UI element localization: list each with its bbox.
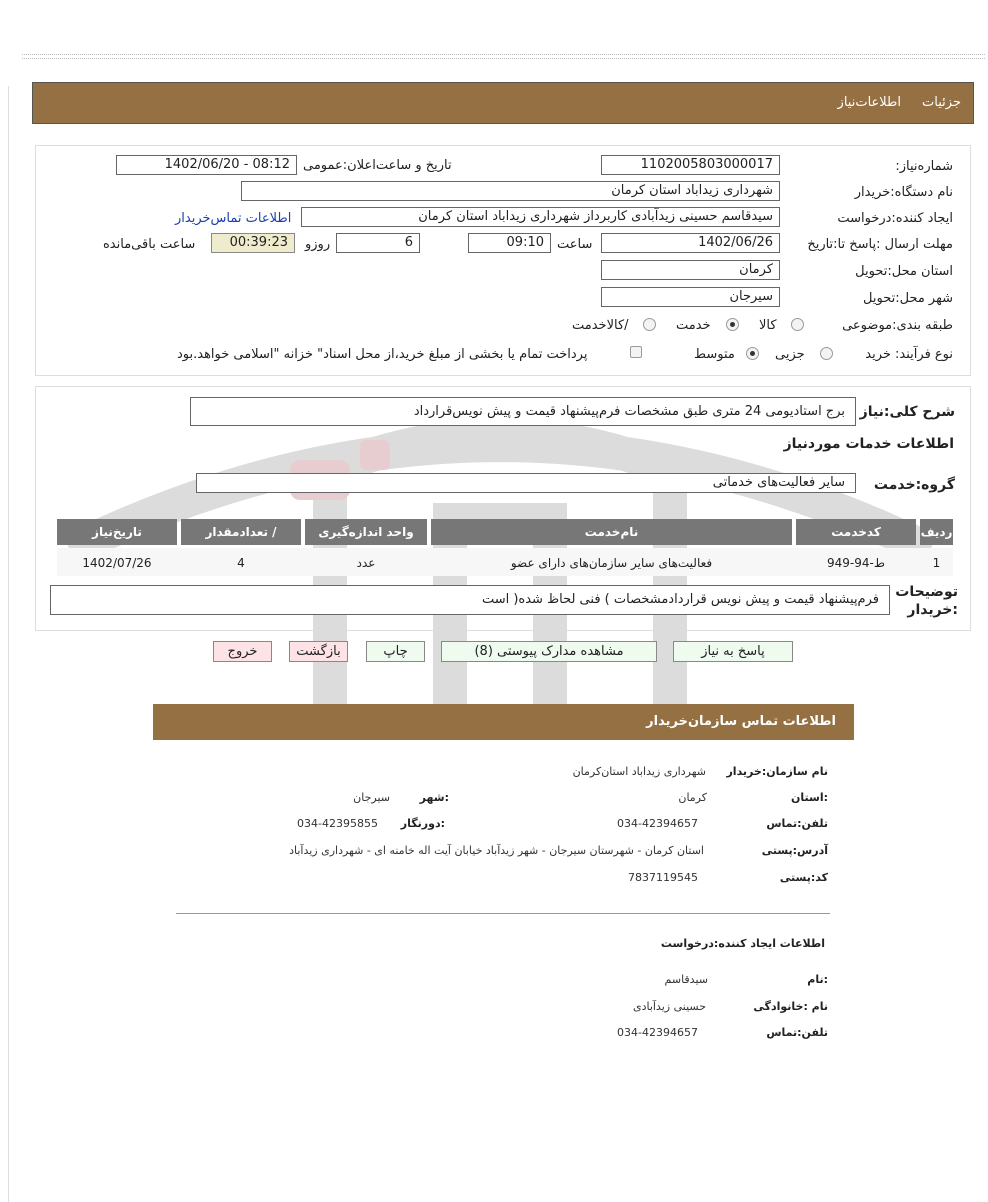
print-button[interactable]: چاپ bbox=[366, 641, 425, 662]
radio-goods-label: کالا bbox=[759, 318, 777, 333]
cell-qty: 4 bbox=[237, 556, 245, 570]
requester-title: اطلاعات ایجاد کننده:درخواست bbox=[660, 937, 825, 950]
col-name: نام‌خدمت bbox=[431, 519, 792, 545]
contact-section-title: اطلاعات تماس سازمان‌خریدار bbox=[646, 714, 836, 729]
cell-date: 1402/07/26 bbox=[82, 556, 152, 570]
creator-field: سیدقاسم حسینی زیدآبادی کاربرداز شهرداری زیداباد استان کرمان bbox=[301, 207, 780, 227]
org-label: نام سازمان:خریدار bbox=[726, 765, 828, 778]
days-label: روزو bbox=[305, 237, 331, 252]
summary-label: شرح کلی:نیاز bbox=[859, 404, 955, 420]
process-label: نوع فرآیند: خرید bbox=[865, 347, 953, 362]
radio-minor[interactable] bbox=[820, 347, 833, 360]
buyer-notes-field: فرم‌پیشنهاد قیمت و پیش نویس قراردادمشخصات ) فنی لحاظ شده( است bbox=[50, 585, 890, 615]
buyer-notes-label-1: توضیحات bbox=[895, 584, 958, 600]
requester-phone-label: تلفن:تماس bbox=[766, 1026, 828, 1039]
family-value: حسینی زیدآبادی bbox=[632, 1000, 706, 1013]
family-label: نام :خانوادگی bbox=[753, 1000, 828, 1013]
section-divider bbox=[176, 913, 830, 914]
fax-value: 034-42395855 bbox=[297, 817, 378, 830]
radio-goods[interactable] bbox=[791, 318, 804, 331]
name-value: سیدقاسم bbox=[664, 973, 708, 986]
org-value: شهرداری زیداباد استان‌کرمان bbox=[572, 765, 706, 778]
city-field: سیرجان bbox=[601, 287, 780, 307]
deadline-label: مهلت ارسال :پاسخ تا:تاریخ bbox=[807, 237, 953, 252]
top-divider bbox=[22, 54, 985, 59]
reply-button[interactable]: پاسخ به نیاز bbox=[673, 641, 793, 662]
radio-medium-label: متوسط bbox=[694, 347, 735, 362]
treasury-checkbox[interactable] bbox=[630, 346, 642, 358]
phone-label: تلفن:تماس bbox=[766, 817, 828, 830]
requester-phone-value: 034-42394657 bbox=[617, 1026, 698, 1039]
deadline-date-field: 1402/06/26 bbox=[601, 233, 780, 253]
cell-code: ط-94-949 bbox=[827, 556, 885, 570]
col-code: کدخدمت bbox=[796, 519, 916, 545]
cell-name: فعالیت‌های سایر سازمان‌های دارای عضو bbox=[510, 556, 713, 570]
creator-label: ایجاد کننده:درخواست bbox=[837, 211, 953, 226]
radio-goods-service-label: /کالاخدمت bbox=[572, 318, 629, 333]
buyer-notes-label-2: :خریدار bbox=[907, 602, 958, 618]
announce-label: تاریخ و ساعت‌اعلان‌:عمومی bbox=[303, 158, 452, 173]
back-button[interactable]: بازگشت bbox=[289, 641, 348, 662]
name-label: :نام bbox=[807, 973, 828, 986]
page-title: اطلاعات‌نیاز bbox=[837, 95, 901, 110]
need-info-panel bbox=[35, 145, 971, 376]
treasury-checkbox-label: پرداخت تمام یا بخشی از مبلغ خرید،از محل اسناد" خزانه "اسلامی خواهد.بود bbox=[177, 347, 588, 362]
province-label: استان محل:تحویل bbox=[855, 264, 953, 279]
radio-service[interactable] bbox=[726, 318, 739, 331]
remaining-time-field: 00:39:23 bbox=[211, 233, 295, 253]
group-field: سایر فعالیت‌های خدماتی bbox=[196, 473, 856, 493]
fax-label: :دورنگار bbox=[400, 817, 445, 830]
address-label: آدرس:پستی bbox=[761, 844, 828, 857]
postal-label: کد:پستی bbox=[779, 871, 828, 884]
province-c-label: :استان bbox=[791, 791, 828, 804]
details-link[interactable]: جزئیات bbox=[922, 95, 961, 110]
city-c-value: سیرجان bbox=[353, 791, 390, 804]
cell-unit: عدد bbox=[356, 556, 376, 570]
province-field: کرمان bbox=[601, 260, 780, 280]
radio-minor-label: جزیی bbox=[775, 347, 805, 362]
exit-button[interactable]: خروج bbox=[213, 641, 272, 662]
radio-medium[interactable] bbox=[746, 347, 759, 360]
col-row: ردیف bbox=[920, 519, 953, 545]
summary-field: برج استادیومی 24 متری طبق مشخصات فرم‌پیشنهاد قیمت و پیش نویس‌قرارداد bbox=[190, 397, 856, 426]
buyer-contact-link[interactable]: اطلاعات تماس‌خریدار bbox=[175, 211, 292, 226]
city-label: شهر محل:تحویل bbox=[863, 291, 953, 306]
radio-goods-service[interactable] bbox=[643, 318, 656, 331]
need-number-field: 1102005803000017 bbox=[601, 155, 780, 175]
deadline-days-field: 6 bbox=[336, 233, 420, 253]
attachments-button[interactable]: مشاهده مدارک پیوستی (8) bbox=[441, 641, 657, 662]
need-number-label: شماره‌نیاز: bbox=[895, 159, 953, 174]
buyer-org-label: نام دستگاه‌:خریدار bbox=[854, 185, 953, 200]
cell-row: 1 bbox=[932, 556, 941, 570]
col-unit: واحد اندازه‌گیری bbox=[305, 519, 427, 545]
phone-value: 034-42394657 bbox=[617, 817, 698, 830]
announce-field: 1402/06/20 - 08:12 bbox=[116, 155, 297, 175]
col-qty: / تعدادمقدار bbox=[181, 519, 301, 545]
contact-section-header bbox=[153, 704, 854, 740]
category-label: طبقه بندی:موضوعی bbox=[842, 318, 953, 333]
postal-value: 7837119545 bbox=[628, 871, 698, 884]
remaining-label: ساعت باقی‌مانده bbox=[103, 237, 196, 252]
buyer-org-field: شهرداری زیداباد استان کرمان bbox=[241, 181, 780, 201]
city-c-label: :شهر bbox=[419, 791, 449, 804]
address-value: استان کرمان - شهرستان سیرجان - شهر زیدآباد خیابان آیت اله خامنه ای - شهرداری زیدآباد bbox=[289, 844, 704, 857]
col-date: تاریخ‌نیاز bbox=[57, 519, 177, 545]
page-header-bar bbox=[32, 82, 974, 124]
province-c-value: کرمان bbox=[678, 791, 707, 804]
services-title: اطلاعات خدمات موردنیاز bbox=[783, 436, 954, 452]
deadline-time-label: ساعت bbox=[557, 237, 593, 252]
left-divider bbox=[8, 86, 9, 1202]
deadline-time-field: 09:10 bbox=[468, 233, 551, 253]
radio-service-label: خدمت bbox=[676, 318, 711, 333]
group-label: گروه:خدمت bbox=[873, 477, 955, 493]
